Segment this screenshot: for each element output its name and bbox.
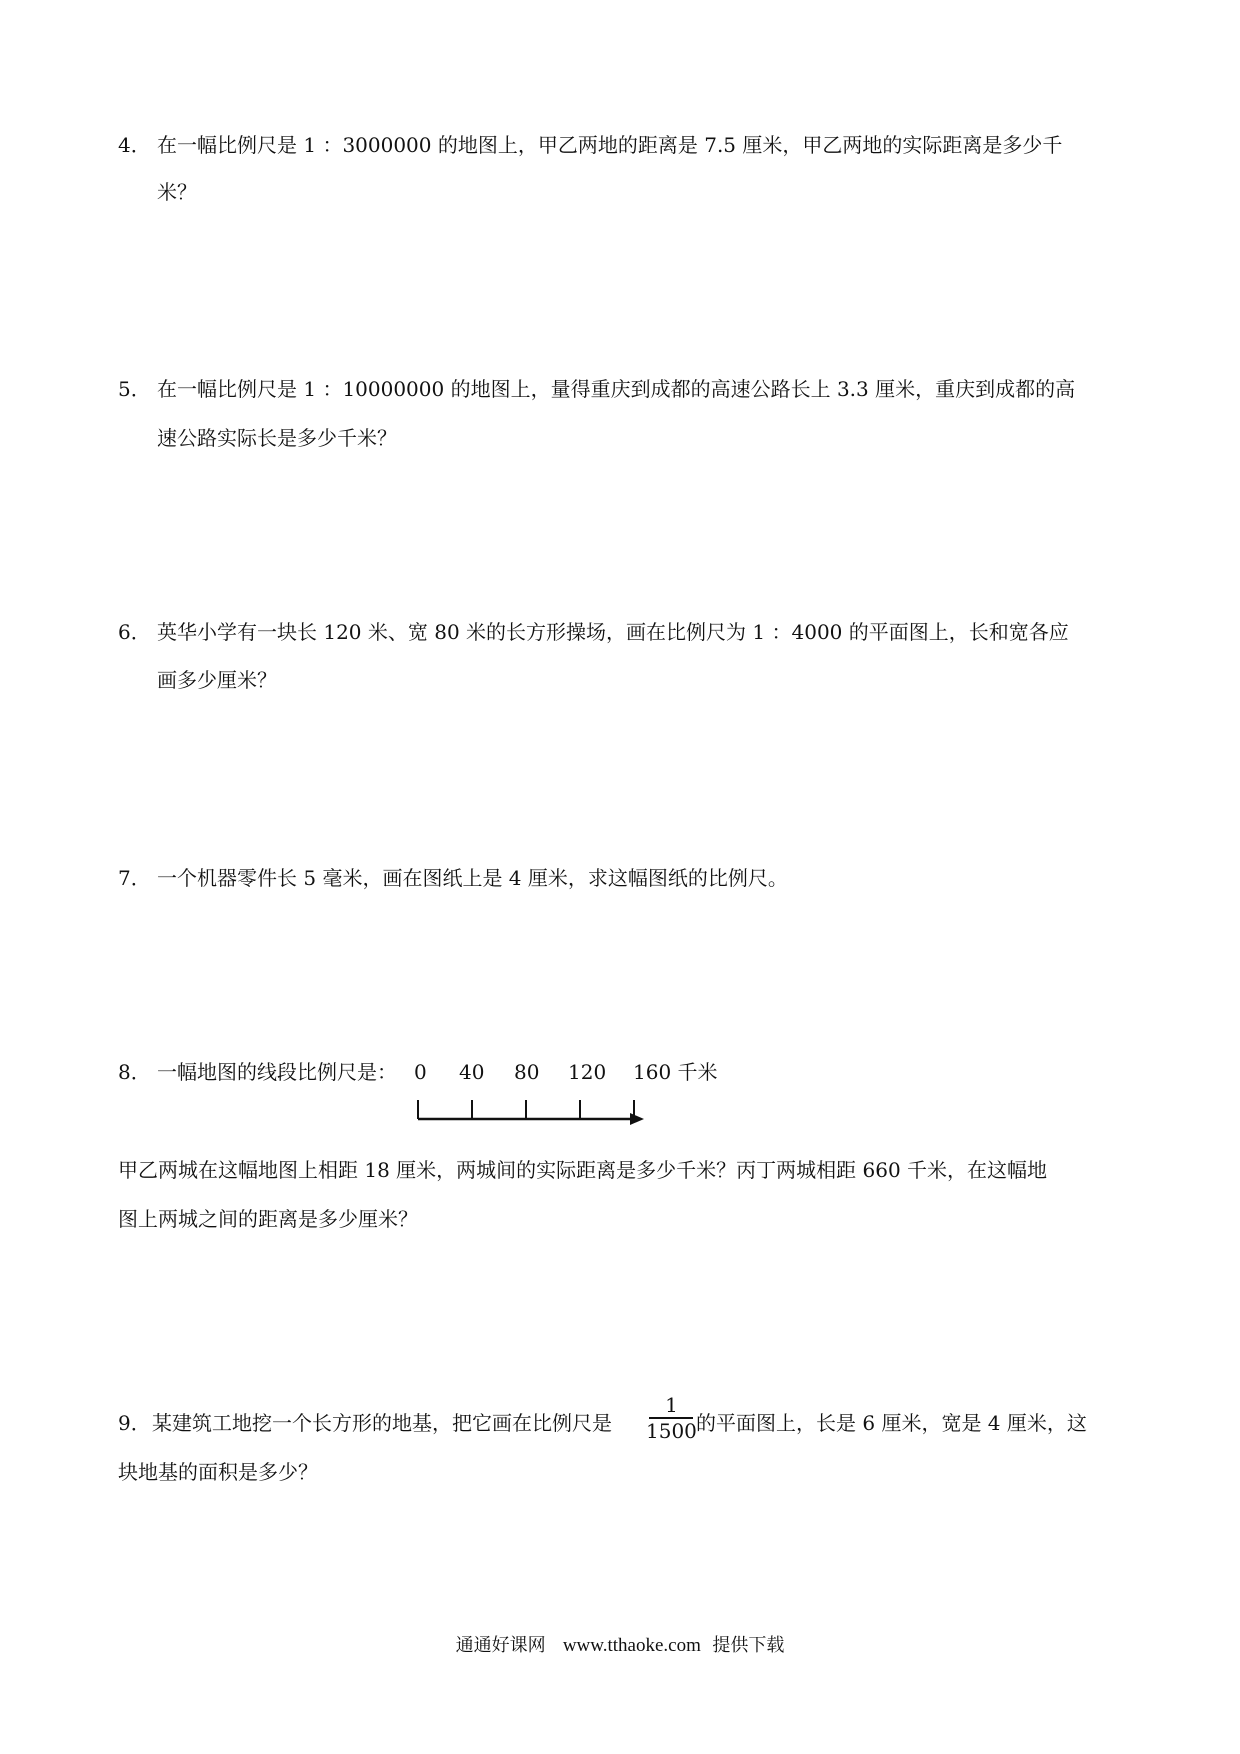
question-text-line2: 画多少厘米？ (157, 668, 277, 692)
scale-fraction (646, 1394, 697, 1442)
question-text-line1: 一个机器零件长 5 毫米，画在图纸上是 4 厘米，求这幅图纸的比例尺。 (157, 866, 788, 890)
question-text-part-b: 的平面图上，长是 6 厘米，宽是 4 厘米，这 (696, 1411, 1087, 1435)
fraction-numerator: 1 (665, 1393, 678, 1417)
footer-download-text: 提供下载 (712, 1635, 785, 1656)
scale-arrowhead (630, 1113, 644, 1125)
question-text-line1: 在一幅比例尺是 1 ：3000000 的地图上，甲乙两地的距离是 7.5 厘米，甲乙两地的实际距离是多少千 (157, 133, 1063, 157)
question-text-line1: 英华小学有一块长 120 米、宽 80 米的长方形操场，画在比例尺为 1 ：4000 的平面图上，长和宽各应 (157, 620, 1069, 644)
question-number: 6． (118, 620, 151, 644)
question-number: 8． (118, 1060, 151, 1084)
footer-url: www.tthaoke.com (562, 1635, 701, 1656)
question-number: 5． (118, 377, 151, 401)
scale-bar (410, 1092, 650, 1126)
question-text-line1: 甲乙两城在这幅地图上相距 18 厘米，两城间的实际距离是多少千米？丙丁两城相距 660 千米，在这幅地 (118, 1158, 1048, 1182)
question-text-line2: 图上两城之间的距离是多少厘米？ (118, 1207, 418, 1231)
page-footer (0, 1634, 1240, 1658)
question-text-part-a: 某建筑工地挖一个长方形的地基，把它画在比例尺是 (152, 1411, 612, 1435)
fraction-denominator: 1500 (646, 1418, 697, 1443)
question-text-line2: 米？ (157, 180, 197, 204)
question-number: 7． (118, 866, 151, 890)
footer-site-name: 通通好课网 (455, 1635, 546, 1656)
question-text-line1: 在一幅比例尺是 1 ：10000000 的地图上，量得重庆到成都的高速公路长上 3.3 厘米，重庆到成都的高 (157, 377, 1076, 401)
scale-label-40: 40 (459, 1060, 485, 1084)
scale-label-120: 120 (568, 1060, 607, 1084)
question-number: 4． (118, 133, 151, 157)
question-text-line2: 速公路实际长是多少千米？ (157, 426, 397, 450)
scale-label-160: 160 千米 (633, 1060, 718, 1084)
scale-label-0: 0 (414, 1060, 427, 1084)
scale-label-80: 80 (514, 1060, 540, 1084)
question-text-line2: 块地基的面积是多少？ (118, 1460, 318, 1484)
question-intro: 一幅地图的线段比例尺是： (157, 1060, 397, 1084)
question-number: 9． (118, 1411, 151, 1435)
